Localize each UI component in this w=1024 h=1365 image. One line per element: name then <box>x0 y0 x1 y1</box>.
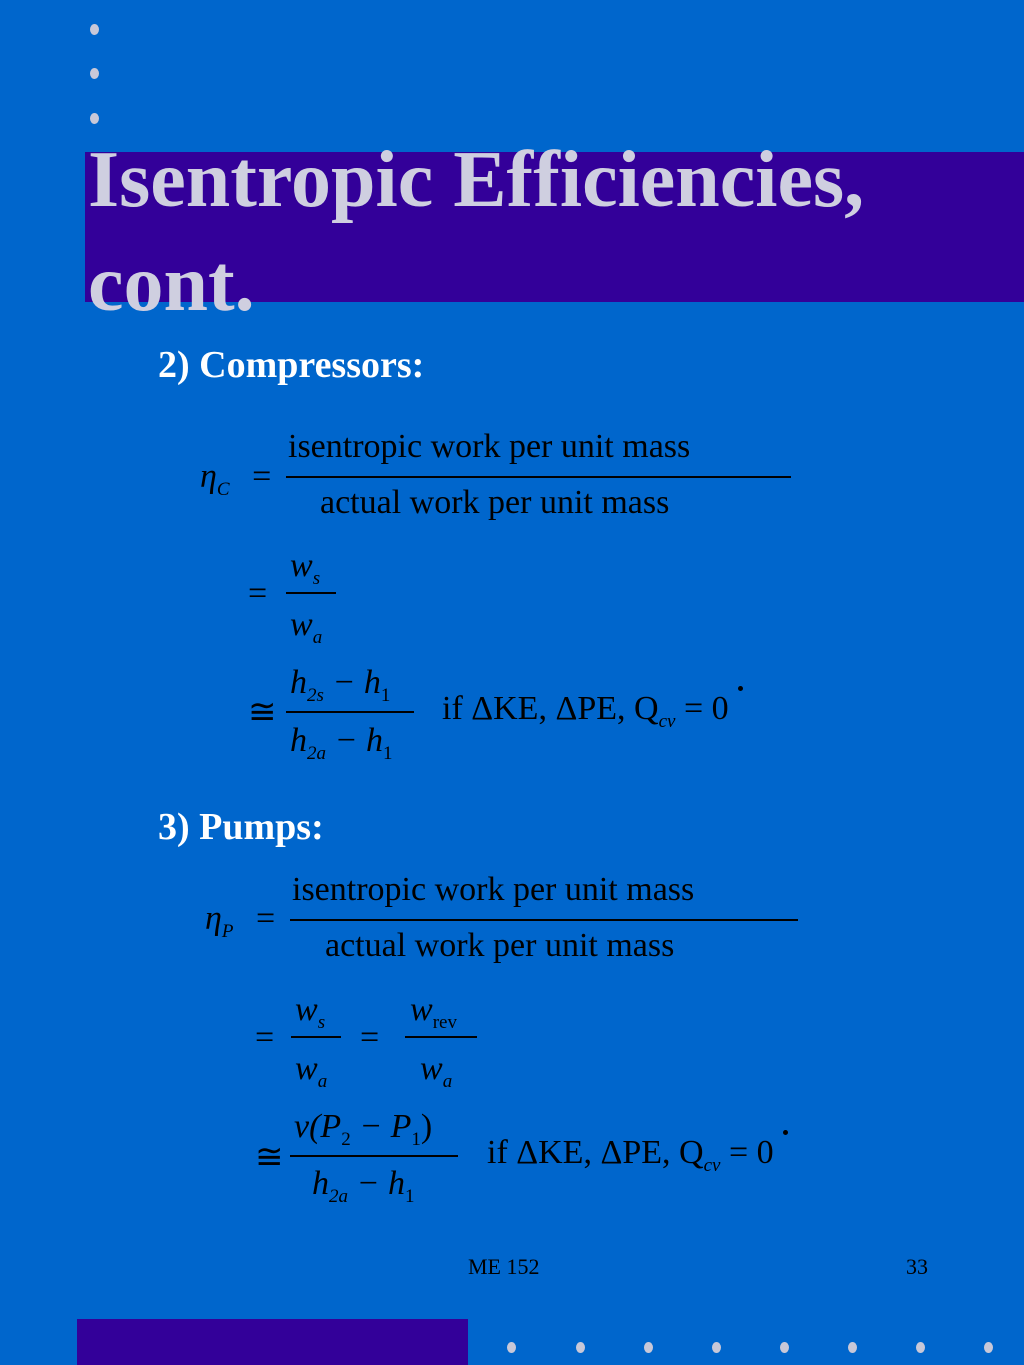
fraction-denominator: actual work per unit mass <box>325 927 675 964</box>
equals-sign: = <box>248 575 268 612</box>
eta-p: $\eta_P$ = <box>205 900 276 942</box>
fraction-numerator: $w_s$ <box>290 547 321 589</box>
condition-text: if ΔKE, ΔPE, $Q_{cv} = 0$ <box>442 690 729 732</box>
fraction-bar <box>286 592 336 594</box>
equals-sign: = <box>360 1019 380 1056</box>
fraction-denominator: $w_a$ <box>295 1050 328 1092</box>
decor-dot <box>576 1342 585 1353</box>
fraction-bar <box>291 1036 341 1038</box>
eta-c: $\eta_C$ = <box>200 458 272 500</box>
fraction-numerator: $w_s$ <box>295 991 326 1033</box>
fraction-numerator: $h_{2s} - h_1$ <box>290 664 391 706</box>
fraction-denominator: $w_a$ <box>290 606 323 648</box>
fraction-bar <box>286 711 414 713</box>
fraction-numerator: $v(P_2 - P_1)$ <box>294 1108 433 1150</box>
approx-sign: ≅ <box>248 694 277 731</box>
decor-dot <box>507 1342 516 1353</box>
fraction-numerator: isentropic work per unit mass <box>288 428 691 465</box>
decor-dot <box>984 1342 993 1353</box>
decor-dot <box>644 1342 653 1353</box>
decor-dot <box>712 1342 721 1353</box>
fraction-numerator: isentropic work per unit mass <box>292 871 695 908</box>
footer-course-label: ME 152 <box>468 1254 540 1279</box>
condition-text: if ΔKE, ΔPE, $Q_{cv} = 0$ <box>487 1134 774 1176</box>
fraction-bar <box>286 476 791 478</box>
decor-dot <box>90 68 99 79</box>
fraction-numerator: $w_{rev}$ <box>410 991 457 1033</box>
approx-sign: ≅ <box>255 1139 284 1176</box>
equals-sign: = <box>255 1019 275 1056</box>
decor-dot <box>780 1342 789 1353</box>
decor-dot <box>916 1342 925 1353</box>
page-number: 33 <box>906 1254 928 1279</box>
decor-dot <box>848 1342 857 1353</box>
section-heading-pumps: 3) Pumps: <box>158 806 324 848</box>
q-dot-accent <box>738 686 743 691</box>
section-heading-compressors: 2) Compressors: <box>158 344 425 386</box>
fraction-bar <box>405 1036 477 1038</box>
q-dot-accent <box>783 1130 788 1135</box>
fraction-denominator: $h_{2a} - h_1$ <box>312 1165 415 1207</box>
fraction-denominator: actual work per unit mass <box>320 484 670 521</box>
fraction-denominator: $h_{2a} - h_1$ <box>290 722 393 764</box>
decor-dot <box>90 24 99 35</box>
bottom-band <box>77 1319 468 1365</box>
fraction-bar <box>290 1155 458 1157</box>
fraction-bar <box>290 919 798 921</box>
fraction-denominator: $w_a$ <box>420 1050 453 1092</box>
decor-dot <box>90 113 99 124</box>
slide-title: Isentropic Efficiencies, cont. <box>88 136 865 328</box>
